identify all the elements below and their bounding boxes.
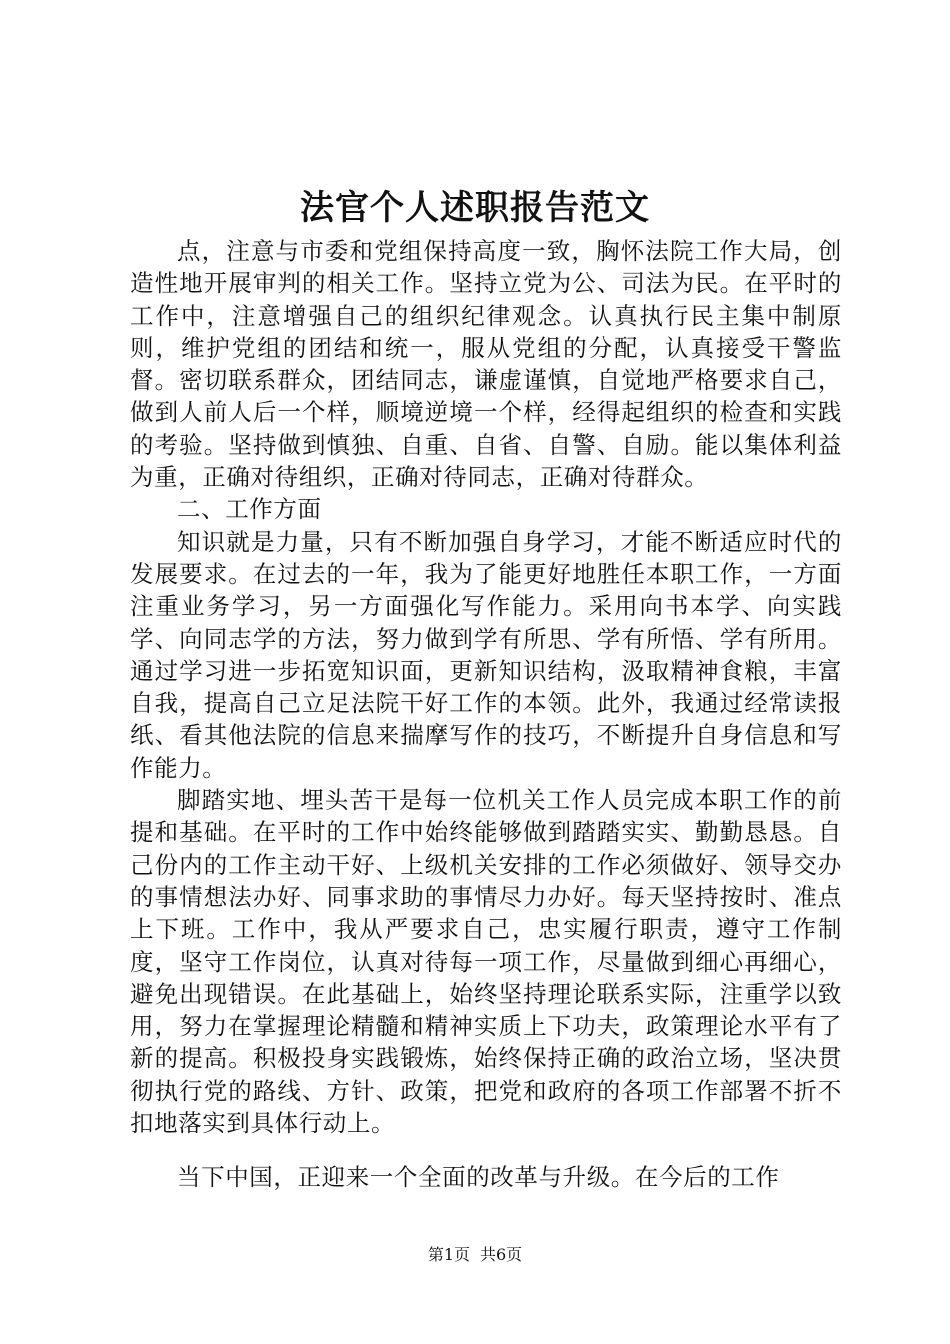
section-heading-work: 二、工作方面: [177, 495, 322, 524]
paragraph-1: 点，注意与市委和党组保持高度一致，胸怀法院工作大局，创造性地开展审判的相关工作。坚持立党为公、司法为民。在平时的工作中，注意增强自己的组织纪律观念。认真执行民主集中制原则，维护党组的团结和统一，服从党组的分配，认真接受干警监督。密切联系群众，团结同志，谦虚谨慎，自觉地严格要求自己，做到人前人后一个样，顺境逆境一个样，经得起组织的检查和实践的考验。坚持做到慎独、自重、自省、自警、自励。能以集体利益为重，正确对待组织，正确对待同志，正确对待群众。: [130, 237, 842, 492]
document-title: 法官个人述职报告范文: [300, 188, 650, 228]
paragraph-3: 脚踏实地、埋头苦干是每一位机关工作人员完成本职工作的前提和基础。在平时的工作中始终能够做到踏踏实实、勤勤恳恳。自己份内的工作主动干好、上级机关安排的工作必须做好、领导交办的事情想法办好、同事求助的事情尽力办好。每天坚持按时、准点上下班。工作中，我从严要求自己，忠实履行职责，遵守工作制度，坚守工作岗位，认真对待每一项工作，尽量做到细心再细心，避免出现错误。在此基础上，始终坚持理论联系实际，注重学以致用，努力在掌握理论精髓和精神实质上下功夫，政策理论水平有了新的提高。积极投身实践锻炼，始终保持正确的政治立场，坚决贯彻执行党的路线、方针、政策，把党和政府的各项工作部署不折不扣地落实到具体行动上。: [130, 786, 842, 1138]
paragraph-4: 当下中国，正迎来一个全面的改革与升级。在今后的工作: [177, 1163, 780, 1192]
document-body: [130, 235, 842, 1194]
page-footer: [0, 1245, 950, 1265]
page-total: 共6页: [480, 1245, 523, 1264]
page-number: 第1页: [427, 1245, 470, 1264]
paragraph-2: 知识就是力量，只有不断加强自身学习，才能不断适应时代的发展要求。在过去的一年，我为了能更好地胜任本职工作，一方面注重业务学习，另一方面强化写作能力。采用向书本学、向实践学、向同志学的方法，努力做到学有所思、学有所悟、学有所用。通过学习进一步拓宽知识面，更新知识结构，汲取精神食粮，丰富自我，提高自己立足法院干好工作的本领。此外，我通过经常读报纸、看其他法院的信息来揣摩写作的技巧，不断提升自身信息和写作能力。: [130, 527, 842, 782]
